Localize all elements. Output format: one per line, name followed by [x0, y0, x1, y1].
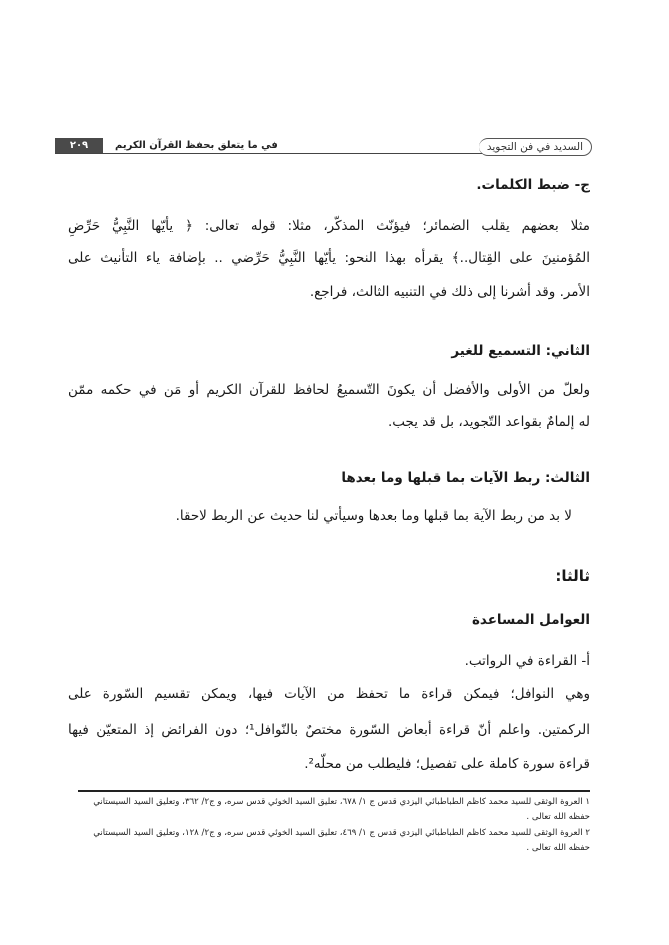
footnote-rule [78, 790, 590, 792]
footnote-2-line-1: ٢ العروة الوثقى للسيد محمد كاظم الطباطبائي اليزدي قدس ج ١/ ٤٦٩، تعليق السيد الخوئي قدس سره، و ج٢/ ١٢٨، وتعليق السيد السيستاني [93, 828, 590, 838]
heading-third-item: الثالث: ربط الآيات بما قبلها وما بعدها [341, 470, 590, 486]
running-header [55, 138, 592, 156]
paragraph-2-line-1: ولعلّ من الأولى والأفضل أن يكونَ التّسميعُ لحافظ للقرآن الكريم أو مَن في حكمه ممّن [68, 382, 590, 398]
book-title: السديد في فن التجويد [479, 138, 592, 156]
heading-second: الثاني: التسميع للغير [451, 343, 590, 359]
paragraph-4-line-1: وهي النوافل؛ فيمكن قراءة ما تحفظ من الآيات فيها، ويمكن تقسيم السّورة على [68, 686, 590, 702]
heading-helping-factors: العوامل المساعدة [471, 612, 590, 628]
paragraph-2-line-2: له إلمامٌ بقواعد التّجويد، بل قد يجب. [387, 414, 590, 430]
paragraph-1-line-3: الأمر. وقد أشرنا إلى ذلك في التنبيه الثالث، فراجع. [309, 284, 590, 300]
footnote-2-line-2: حفظه الله تعالى . [526, 843, 590, 853]
chapter-title: في ما يتعلق بحفظ القرآن الكريم [111, 139, 282, 153]
heading-c: ج- ضبط الكلمات. [476, 177, 590, 193]
paragraph-4-line-2: الركمتين. واعلم أنّ قراءة أبعاض السّورة مختصٌ بالنّوافل¹؛ دون الفرائض إذ المتعيّن فيها [68, 722, 590, 738]
paragraph-1-line-1: مثلا بعضهم يقلب الضمائر؛ فيؤنّث المذكّر، مثلا: قوله تعالى: ﴿ يأيّها النَّبِيُّ حَرِّضِ [68, 218, 590, 234]
heading-thirdly: ثالثا: [555, 567, 590, 585]
footnote-1-line-1: ١ العروة الوثقى للسيد محمد كاظم الطباطبائي اليزدي قدس ج ١/ ٦٧٨، تعليق السيد الخوئي قدس سره، و ج٢/ ٣٦٢، وتعليق السيد السيستاني [93, 797, 590, 807]
paragraph-1-line-2: المُؤمنينَ على القِتال..﴾ يقرأه بهذا النحو: يأيّها النَّبِيُّ حَرِّضي .. بإضافة ياء التأنيث على [68, 250, 590, 266]
heading-a: أ- القراءة في الرواتب. [464, 653, 590, 669]
paragraph-3-line-1: لا بد من ربط الآية بما قبلها وما بعدها وسيأتي لنا حديث عن الربط لاحقا. [175, 508, 572, 524]
footnote-1-line-2: حفظه الله تعالى . [526, 812, 590, 822]
header-rule [55, 153, 532, 154]
paragraph-4-line-3: قراءة سورة كاملة على تفصيل؛ فليطلب من محلّه². [304, 756, 590, 772]
page-number: ٢٠٩ [55, 138, 103, 153]
